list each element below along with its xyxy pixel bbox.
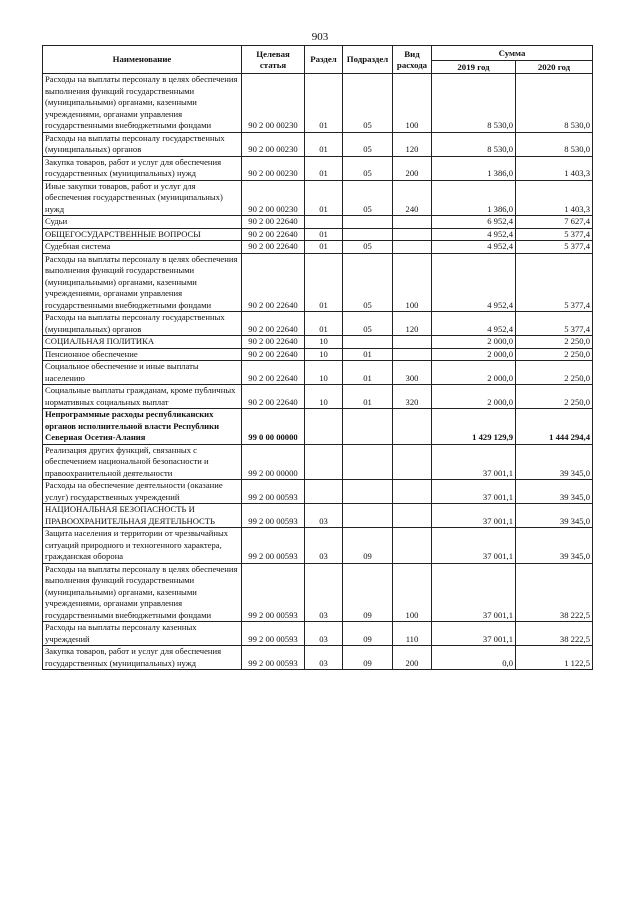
row-target: 99 2 00 00593	[242, 480, 305, 504]
row-subsection: 01	[343, 385, 393, 409]
row-target: 90 2 00 00230	[242, 74, 305, 133]
row-expense-type: 300	[393, 361, 432, 385]
row-expense-type: 120	[393, 312, 432, 336]
table-row	[43, 528, 593, 564]
row-section: 01	[305, 253, 343, 312]
row-sum-2020: 39 345,0	[516, 444, 593, 480]
table-row	[43, 385, 593, 409]
row-target: 90 2 00 22640	[242, 241, 305, 254]
row-subsection: 09	[343, 622, 393, 646]
row-target: 99 2 00 00593	[242, 646, 305, 670]
header-expense-type: Вид расхода	[393, 46, 432, 74]
table-row	[43, 336, 593, 349]
row-expense-type: 110	[393, 622, 432, 646]
header-sum: Сумма	[432, 46, 593, 61]
row-sum-2020: 1 403,3	[516, 180, 593, 216]
row-target: 99 2 00 00000	[242, 444, 305, 480]
table-row	[43, 228, 593, 241]
row-sum-2020: 1 444 294,4	[516, 409, 593, 445]
row-expense-type: 100	[393, 253, 432, 312]
table-row	[43, 74, 593, 133]
row-name: Расходы на выплаты персоналу государственных (муниципальных) органов	[43, 132, 242, 156]
row-name: Непрограммные расходы республиканских органов исполнительной власти Республики Северная Осетия-Алания	[43, 409, 242, 445]
row-sum-2020: 8 530,0	[516, 74, 593, 133]
row-sum-2020: 2 250,0	[516, 348, 593, 361]
row-subsection	[343, 480, 393, 504]
row-section: 03	[305, 646, 343, 670]
row-sum-2020: 5 377,4	[516, 241, 593, 254]
row-name: Пенсионное обеспечение	[43, 348, 242, 361]
header-subsection: Подраздел	[343, 46, 393, 74]
row-expense-type: 100	[393, 563, 432, 622]
row-subsection	[343, 444, 393, 480]
row-target: 90 2 00 22640	[242, 228, 305, 241]
row-subsection: 05	[343, 253, 393, 312]
row-sum-2019: 1 429 129,9	[432, 409, 516, 445]
row-name: Расходы на выплаты персоналу в целях обеспечения выполнения функций государственными (муниципальными) органами, казенными учреждениями, органами управления государственными внебюджетными фондами	[43, 74, 242, 133]
row-sum-2019: 2 000,0	[432, 348, 516, 361]
row-subsection: 05	[343, 312, 393, 336]
row-subsection: 01	[343, 361, 393, 385]
row-sum-2019: 4 952,4	[432, 312, 516, 336]
table-row	[43, 216, 593, 229]
row-sum-2020: 38 222,5	[516, 622, 593, 646]
row-name: Закупка товаров, работ и услуг для обеспечения государственных (муниципальных) нужд	[43, 646, 242, 670]
table-row	[43, 132, 593, 156]
row-expense-type	[393, 228, 432, 241]
table-row	[43, 361, 593, 385]
row-expense-type	[393, 409, 432, 445]
row-sum-2020: 2 250,0	[516, 336, 593, 349]
row-name: Судебная система	[43, 241, 242, 254]
table-row	[43, 348, 593, 361]
row-section: 01	[305, 132, 343, 156]
table-row	[43, 480, 593, 504]
row-section: 01	[305, 312, 343, 336]
row-expense-type	[393, 444, 432, 480]
row-name: Расходы на выплаты персоналу государственных (муниципальных) органов	[43, 312, 242, 336]
row-name: ОБЩЕГОСУДАРСТВЕННЫЕ ВОПРОСЫ	[43, 228, 242, 241]
row-section: 03	[305, 563, 343, 622]
row-sum-2020: 5 377,4	[516, 228, 593, 241]
row-target: 90 2 00 22640	[242, 253, 305, 312]
row-expense-type	[393, 480, 432, 504]
row-sum-2019: 1 386,0	[432, 156, 516, 180]
row-sum-2019: 4 952,4	[432, 253, 516, 312]
row-subsection: 05	[343, 241, 393, 254]
row-sum-2020: 1 122,5	[516, 646, 593, 670]
row-sum-2019: 6 952,4	[432, 216, 516, 229]
row-sum-2020: 2 250,0	[516, 361, 593, 385]
table-row	[43, 504, 593, 528]
table-row	[43, 444, 593, 480]
page-number: 903	[311, 31, 329, 43]
row-subsection	[343, 409, 393, 445]
table-row	[43, 622, 593, 646]
table-row	[43, 180, 593, 216]
header-year-2020: 2020 год	[516, 61, 593, 74]
row-section	[305, 480, 343, 504]
row-expense-type: 200	[393, 646, 432, 670]
header-year-2019: 2019 год	[432, 61, 516, 74]
row-target: 99 2 00 00593	[242, 622, 305, 646]
row-name: Закупка товаров, работ и услуг для обеспечения государственных (муниципальных) нужд	[43, 156, 242, 180]
row-target: 90 2 00 00230	[242, 156, 305, 180]
row-name: СОЦИАЛЬНАЯ ПОЛИТИКА	[43, 336, 242, 349]
row-sum-2019: 0,0	[432, 646, 516, 670]
row-sum-2019: 37 001,1	[432, 622, 516, 646]
header-section: Раздел	[305, 46, 343, 74]
row-sum-2019: 37 001,1	[432, 563, 516, 622]
row-target: 90 2 00 22640	[242, 348, 305, 361]
row-name: Реализация других функций, связанных с обеспечением национальной безопасности и правоохранительной деятельности	[43, 444, 242, 480]
row-section	[305, 444, 343, 480]
row-subsection: 09	[343, 646, 393, 670]
row-sum-2020: 8 530,0	[516, 132, 593, 156]
table-row	[43, 312, 593, 336]
row-name: Социальное обеспечение и иные выплаты населению	[43, 361, 242, 385]
row-target: 90 2 00 22640	[242, 336, 305, 349]
row-expense-type: 320	[393, 385, 432, 409]
row-section: 01	[305, 180, 343, 216]
row-subsection: 09	[343, 563, 393, 622]
row-expense-type: 200	[393, 156, 432, 180]
row-expense-type	[393, 241, 432, 254]
row-expense-type	[393, 348, 432, 361]
table-row	[43, 241, 593, 254]
row-target: 90 2 00 22640	[242, 216, 305, 229]
row-expense-type	[393, 528, 432, 564]
row-sum-2020: 1 403,3	[516, 156, 593, 180]
row-name: Расходы на обеспечение деятельности (оказание услуг) государственных учреждений	[43, 480, 242, 504]
row-sum-2019: 2 000,0	[432, 361, 516, 385]
table-row	[43, 563, 593, 622]
row-name: Иные закупки товаров, работ и услуг для обеспечения государственных (муниципальных) нужд	[43, 180, 242, 216]
row-section: 10	[305, 361, 343, 385]
row-target: 90 2 00 00230	[242, 180, 305, 216]
row-sum-2019: 8 530,0	[432, 132, 516, 156]
row-section: 01	[305, 74, 343, 133]
row-section: 10	[305, 348, 343, 361]
row-name: Расходы на выплаты персоналу в целях обеспечения выполнения функций государственными (муниципальными) органами, казенными учреждениями, органами управления государственными внебюджетными фондами	[43, 253, 242, 312]
row-expense-type: 100	[393, 74, 432, 133]
row-section: 10	[305, 385, 343, 409]
row-section	[305, 409, 343, 445]
row-sum-2020: 39 345,0	[516, 528, 593, 564]
row-section: 10	[305, 336, 343, 349]
row-sum-2019: 8 530,0	[432, 74, 516, 133]
row-section	[305, 216, 343, 229]
row-sum-2019: 4 952,4	[432, 228, 516, 241]
budget-table	[42, 45, 593, 670]
row-sum-2019: 37 001,1	[432, 480, 516, 504]
row-sum-2020: 39 345,0	[516, 480, 593, 504]
row-section: 03	[305, 622, 343, 646]
row-subsection: 01	[343, 348, 393, 361]
row-subsection	[343, 504, 393, 528]
row-sum-2019: 37 001,1	[432, 444, 516, 480]
row-name: Социальные выплаты гражданам, кроме публичных нормативных социальных выплат	[43, 385, 242, 409]
row-name: НАЦИОНАЛЬНАЯ БЕЗОПАСНОСТЬ И ПРАВООХРАНИТЕЛЬНАЯ ДЕЯТЕЛЬНОСТЬ	[43, 504, 242, 528]
row-expense-type	[393, 336, 432, 349]
row-target: 90 2 00 00230	[242, 132, 305, 156]
row-target: 90 2 00 22640	[242, 312, 305, 336]
row-target: 99 2 00 00593	[242, 504, 305, 528]
row-section: 01	[305, 241, 343, 254]
row-subsection: 05	[343, 132, 393, 156]
row-subsection: 09	[343, 528, 393, 564]
row-sum-2020: 39 345,0	[516, 504, 593, 528]
row-expense-type: 240	[393, 180, 432, 216]
row-expense-type	[393, 504, 432, 528]
row-expense-type	[393, 216, 432, 229]
row-subsection	[343, 216, 393, 229]
row-subsection: 05	[343, 156, 393, 180]
row-section: 03	[305, 528, 343, 564]
row-sum-2020: 5 377,4	[516, 253, 593, 312]
table-row	[43, 409, 593, 445]
table-row	[43, 156, 593, 180]
row-sum-2020: 5 377,4	[516, 312, 593, 336]
row-section: 01	[305, 228, 343, 241]
row-name: Судьи	[43, 216, 242, 229]
row-subsection	[343, 336, 393, 349]
row-sum-2019: 2 000,0	[432, 336, 516, 349]
row-sum-2019: 1 386,0	[432, 180, 516, 216]
row-subsection: 05	[343, 180, 393, 216]
row-sum-2019: 4 952,4	[432, 241, 516, 254]
row-section: 01	[305, 156, 343, 180]
row-sum-2020: 2 250,0	[516, 385, 593, 409]
row-target: 90 2 00 22640	[242, 385, 305, 409]
row-sum-2019: 2 000,0	[432, 385, 516, 409]
table-row	[43, 253, 593, 312]
table-row	[43, 646, 593, 670]
row-sum-2020: 7 627,4	[516, 216, 593, 229]
row-subsection	[343, 228, 393, 241]
row-section: 03	[305, 504, 343, 528]
row-name: Расходы на выплаты персоналу казенных учреждений	[43, 622, 242, 646]
row-sum-2019: 37 001,1	[432, 528, 516, 564]
row-target: 99 2 00 00593	[242, 563, 305, 622]
row-name: Расходы на выплаты персоналу в целях обеспечения выполнения функций государственными (муниципальными) органами, казенными учреждениями, органами управления государственными внебюджетными фондами	[43, 563, 242, 622]
row-name: Защита населения и территории от чрезвычайных ситуаций природного и техногенного характера, гражданская оборона	[43, 528, 242, 564]
row-target: 99 2 00 00593	[242, 528, 305, 564]
row-expense-type: 120	[393, 132, 432, 156]
row-target: 99 0 00 00000	[242, 409, 305, 445]
header-name: Наименование	[43, 46, 242, 74]
row-subsection: 05	[343, 74, 393, 133]
row-sum-2019: 37 001,1	[432, 504, 516, 528]
header-target: Целевая статья	[242, 46, 305, 74]
row-target: 90 2 00 22640	[242, 361, 305, 385]
row-sum-2020: 38 222,5	[516, 563, 593, 622]
